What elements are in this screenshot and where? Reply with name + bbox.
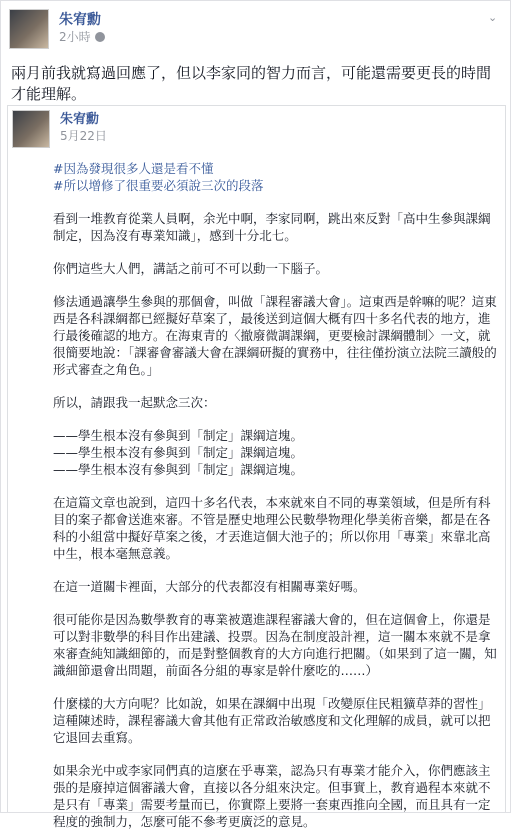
paragraph: 所以，請跟我一起默念三次： <box>53 395 216 410</box>
paragraph: 你們這些大人們，講話之前可不可以動一下腦子。 <box>53 261 329 276</box>
shared-post-meta <box>60 110 107 148</box>
post-meta <box>59 9 105 51</box>
author-name[interactable]: 朱宥勳 <box>59 12 101 28</box>
hashtag-link[interactable]: #因為發現很多人還是看不懂 <box>53 161 214 176</box>
post-header <box>9 9 105 51</box>
shared-post-body <box>53 160 497 830</box>
author-avatar[interactable] <box>9 9 49 49</box>
shared-post[interactable] <box>7 105 506 829</box>
shared-author-avatar[interactable] <box>12 110 50 148</box>
hashtag-link[interactable]: #所以增修了很重要必須說三次的段落 <box>53 178 264 193</box>
paragraph: 如果余光中或李家同們真的這麼在乎專業，認為只有專業才能介入，你們應該主張的是廢掉這個審議大會，直接以各分組來決定。但事實上，教育過程本來就不是只有「專業」需要考量而已，你實際上要將一套東西推向全國，而且具有一定程度的強制力，怎麼可能不參考更廣泛的意見。 <box>53 763 491 829</box>
paragraph: 看到一堆教育從業人員啊，余光中啊，李家同啊，跳出來反對「高中生參與課綱制定，因為沒有專業知識」，感到十分北七。 <box>53 211 491 243</box>
shared-author-name[interactable]: 朱宥勳 <box>60 112 100 127</box>
post-time <box>59 29 105 45</box>
paragraph: 什麼樣的大方向呢？比如說，如果在課綱中出現「改變原住民粗獷草莽的習性」這種陳述時，課程審議大會其他有正常政治敏感度和文化理解的成員，就可以把它退回去重寫。 <box>53 696 491 745</box>
paragraph: 在這篇文章也說到，這四十多名代表，本來就來自不同的專業領域，但是所有科目的案子都會送進來審。不管是歷史地理公民數學物理化學美術音樂，都是在各科的小組當中擬好草案之後，才丟進這個大池子的；所以你用「專業」來靠北高中生，根本毫無意義。 <box>53 495 491 561</box>
paragraph: 在這一道關卡裡面，大部分的代表都沒有相關專業好嗎。 <box>53 579 366 594</box>
paragraph: 很可能你是因為數學教育的專業被選進課程審議大會的，但在這個會上，你還是可以對非數學的科目作出建議、投票。因為在制度設計裡，這一關本來就不是拿來審查純知識細節的，而是對整個教育的大方向進行把關。（如果到了這一關，知識細節還會出問題，前面各分組的專家是幹什麼吃的……） <box>53 612 497 678</box>
status-text: 兩月前我就寫過回應了，但以李家同的智力而言，可能還需要更長的時間才能理解。 <box>11 64 492 103</box>
chevron-down-icon[interactable]: ⌄ <box>488 11 498 24</box>
shared-post-header <box>12 110 107 148</box>
paragraph: 修法通過讓學生參與的那個會，叫做「課程審議大會」。這東西是幹嘛的呢？這東西是各科課綱都已經擬好草案了，最後送到這個大概有四十多名代表的地方，進行最後確認的地方。在海東青的〈撤廢微調課綱，更要檢討課綱體制〉一文，就很簡要地說：「課審會審議大會在課綱研擬的實務中，往往僅扮演立法院三讀般的形式審查之角色。」 <box>53 294 497 377</box>
shared-post-date[interactable]: 5月22日 <box>60 129 107 143</box>
globe-icon <box>95 32 105 42</box>
paragraph: ——學生根本沒有參與到「制定」課綱這塊。 ——學生根本沒有參與到「制定」課綱這塊。 ——學生根本沒有參與到「制定」課綱這塊。 <box>53 428 304 477</box>
timestamp[interactable]: 2小時 <box>59 30 91 44</box>
